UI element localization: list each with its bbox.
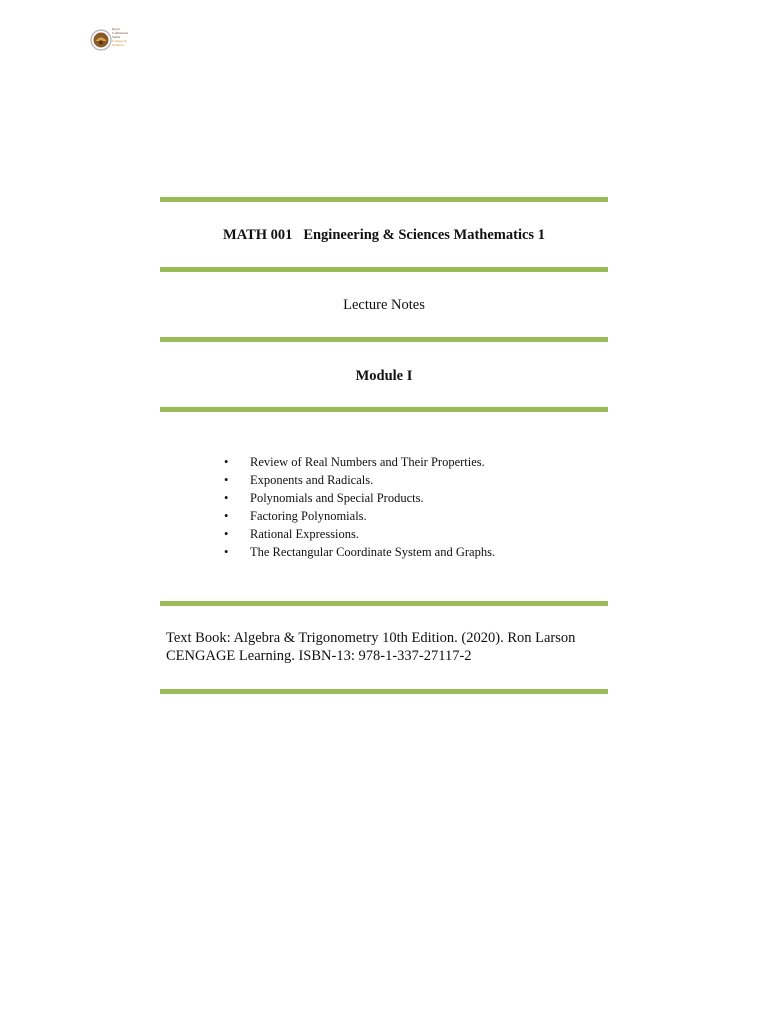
divider-rule — [160, 407, 608, 412]
topic-text: Factoring Polynomials. — [250, 509, 367, 523]
institution-logo — [90, 27, 138, 53]
list-item — [224, 453, 495, 471]
module-title: Module I — [355, 368, 413, 384]
topic-text: Exponents and Radicals. — [250, 473, 374, 487]
list-item — [224, 525, 495, 543]
logo-emblem-icon — [90, 27, 112, 53]
bullet-icon: • — [224, 491, 229, 505]
logo-line: Yanbu — [112, 35, 121, 39]
topic-text: The Rectangular Coordinate System and Graphs. — [250, 545, 496, 559]
course-title: Engineering & Sciences Mathematics 1 — [303, 227, 545, 243]
logo-text — [112, 27, 140, 47]
bullet-icon: • — [224, 509, 229, 523]
textbook-line: Text Book: Algebra & Trigonometry 10th Edition. (2020). Ron Larson — [166, 630, 576, 646]
document-subtitle: Lecture Notes — [343, 297, 425, 313]
bullet-icon: • — [224, 455, 229, 469]
course-heading — [160, 226, 608, 244]
list-item — [224, 507, 495, 525]
logo-line: Colleges & — [112, 39, 127, 43]
topic-text: Rational Expressions. — [250, 527, 360, 541]
textbook-line: CENGAGE Learning. ISBN-13: 978-1-337-27117-2 — [166, 648, 472, 664]
bullet-icon: • — [224, 545, 229, 559]
divider-rule — [160, 601, 608, 606]
logo-line: Commission — [112, 31, 129, 35]
topics-list — [224, 453, 495, 561]
logo-line: Royal — [112, 27, 120, 31]
bullet-icon: • — [224, 473, 229, 487]
list-item — [224, 543, 495, 561]
topic-text: Polynomials and Special Products. — [250, 491, 424, 505]
list-item — [224, 471, 495, 489]
textbook-reference — [166, 629, 606, 665]
divider-rule — [160, 197, 608, 202]
divider-rule — [160, 337, 608, 342]
bullet-icon: • — [224, 527, 229, 541]
course-code: MATH 001 — [223, 227, 293, 243]
divider-rule — [160, 267, 608, 272]
logo-line: Institutes — [112, 43, 124, 47]
topic-text: Review of Real Numbers and Their Properties. — [250, 455, 485, 469]
divider-rule — [160, 689, 608, 694]
list-item — [224, 489, 495, 507]
